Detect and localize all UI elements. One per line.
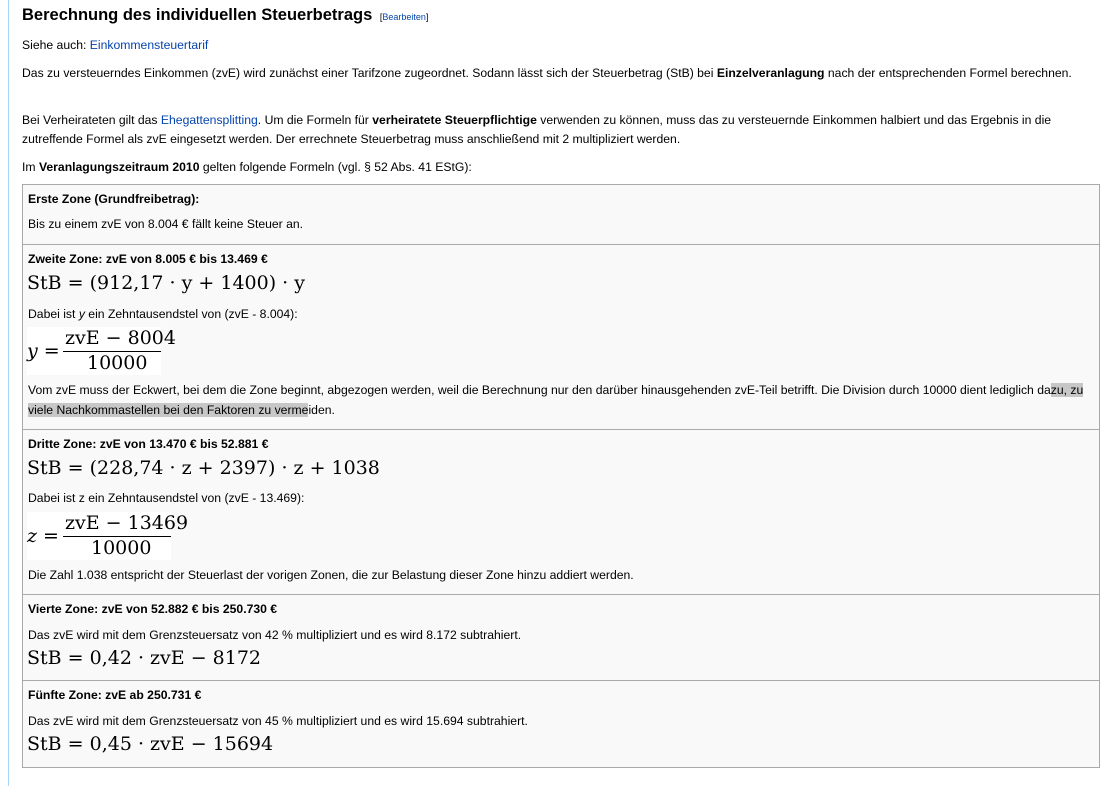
zone-2-def-a: Dabei ist [28, 307, 79, 321]
para2-text-a: Bei Verheirateten gilt das [22, 113, 161, 127]
para1-bold: Einzelveranlagung [716, 66, 825, 80]
paragraph-splitting [22, 111, 1100, 149]
para2-text-d: verwenden zu können, muss das zu versteuernde Einkommen halbiert und das Ergebnis in die zutreffende Formel als zvE eingesetzt werden. Der errechnete Steuerbetrag muss anschließend mit 2 multipliziert werden. [22, 113, 1052, 146]
zone-3-fraction [27, 512, 189, 560]
zone-1 [23, 185, 1099, 245]
zone-2-title: Zweite Zone: zvE von 8.005 € bis 13.469 € [28, 252, 268, 266]
section-title: Berechnung des individuellen Steuerbetrags [22, 6, 373, 24]
paragraph-zone-assignment [22, 64, 1100, 83]
zone-2-frac-lhs: y = [27, 340, 60, 362]
zone-4-text: Das zvE wird mit dem Grenzsteuersatz von 42 % multipliziert und es wird 8.172 subtrahiert. [28, 628, 522, 642]
para1-text-a: Das zu versteuerndes Einkommen (zvE) wird zunächst einer Tarifzone zugeordnet. Sodann lässt sich der Steuerbetrag (StB) bei [22, 66, 717, 80]
zone-3-frac-numerator: zvE − 13469 [65, 512, 189, 534]
link-ehegattensplitting[interactable]: Ehegattensplitting [160, 113, 258, 127]
zone-3-frac-denominator: 10000 [91, 537, 152, 559]
zone-2-note [28, 380, 1096, 420]
zone-5 [23, 681, 1099, 767]
zone-2-note-selection: zu, zu viele Nachkommastellen bei den Faktoren zu verme [28, 383, 1084, 417]
zone-1-text: Bis zu einem zvE von 8.004 € fällt keine Steuer an. [28, 217, 304, 231]
edit-bracket-open: [ [379, 12, 383, 22]
zone-4-title: Vierte Zone: zvE von 52.882 € bis 250.730 € [28, 602, 278, 616]
content-left-border [8, 0, 9, 786]
para3-text-a: Im [22, 160, 39, 174]
para3-text-c: gelten folgende Formeln (vgl. § 52 Abs. 41 EStG): [199, 160, 472, 174]
zone-3-title: Dritte Zone: zvE von 13.470 € bis 52.881 € [28, 437, 269, 451]
zone-5-title: Fünfte Zone: zvE ab 250.731 € [28, 688, 202, 702]
edit-section [380, 12, 429, 22]
link-einkommensteuertarif[interactable]: Einkommensteuertarif [89, 38, 209, 52]
zone-2-note-b: iden. [308, 403, 335, 417]
zone-5-text: Das zvE wird mit dem Grenzsteuersatz von 45 % multipliziert und es wird 15.694 subtrahiert. [28, 714, 528, 728]
zone-2-definition [28, 304, 1096, 324]
para2-text-b: . Um die Formeln für [257, 113, 373, 127]
zone-3-formula: StB = (228,74 · z + 2397) · z + 1038 [27, 457, 380, 479]
para3-bold: Veranlagungszeitraum 2010 [38, 160, 200, 174]
see-also-prefix: Siehe auch: [22, 38, 90, 52]
zone-2-note-a: Vom zvE muss der Eckwert, bei dem die Zone beginnt, abgezogen werden, weil die Berechnung nur den darüber hinausgehenden zvE-Teil betrifft. Die Division durch 10000 dient lediglich da [28, 383, 1051, 397]
zones-table [22, 184, 1100, 768]
zone-4-formula: StB = 0,42 · zvE − 8172 [27, 647, 262, 669]
zone-2-formula: StB = (912,17 · y + 1400) · y [27, 272, 305, 294]
zone-1-title: Erste Zone (Grundfreibetrag): [28, 192, 200, 206]
para1-text-c: nach der entsprechenden Formel berechnen. [824, 66, 1072, 80]
zone-2-def-b: ein Zehntausendstel von (zvE - 8.004): [84, 307, 298, 321]
para2-bold: verheiratete Steuerpflichtige [372, 113, 537, 127]
zone-4 [23, 595, 1099, 681]
paragraph-period [22, 158, 1100, 177]
zone-5-formula: StB = 0,45 · zvE − 15694 [27, 733, 274, 755]
section-heading [22, 6, 428, 25]
zone-2 [23, 245, 1099, 430]
edit-link[interactable]: Bearbeiten [382, 12, 426, 22]
zone-3-frac-lhs: z = [27, 525, 59, 547]
zone-3-definition: Dabei ist z ein Zehntausendstel von (zvE - 13.469): [28, 491, 305, 505]
zone-2-def-var: y [78, 307, 85, 321]
zone-2-frac-numerator: zvE − 8004 [65, 327, 176, 349]
zone-2-fraction [27, 327, 176, 375]
zone-3 [23, 430, 1099, 595]
zone-2-frac-denominator: 10000 [87, 352, 148, 374]
zone-3-note: Die Zahl 1.038 entspricht der Steuerlast der vorigen Zonen, die zur Belastung dieser Zone hinzu addiert werden. [28, 568, 634, 582]
edit-bracket-close: ] [425, 12, 429, 22]
see-also [22, 36, 1100, 55]
